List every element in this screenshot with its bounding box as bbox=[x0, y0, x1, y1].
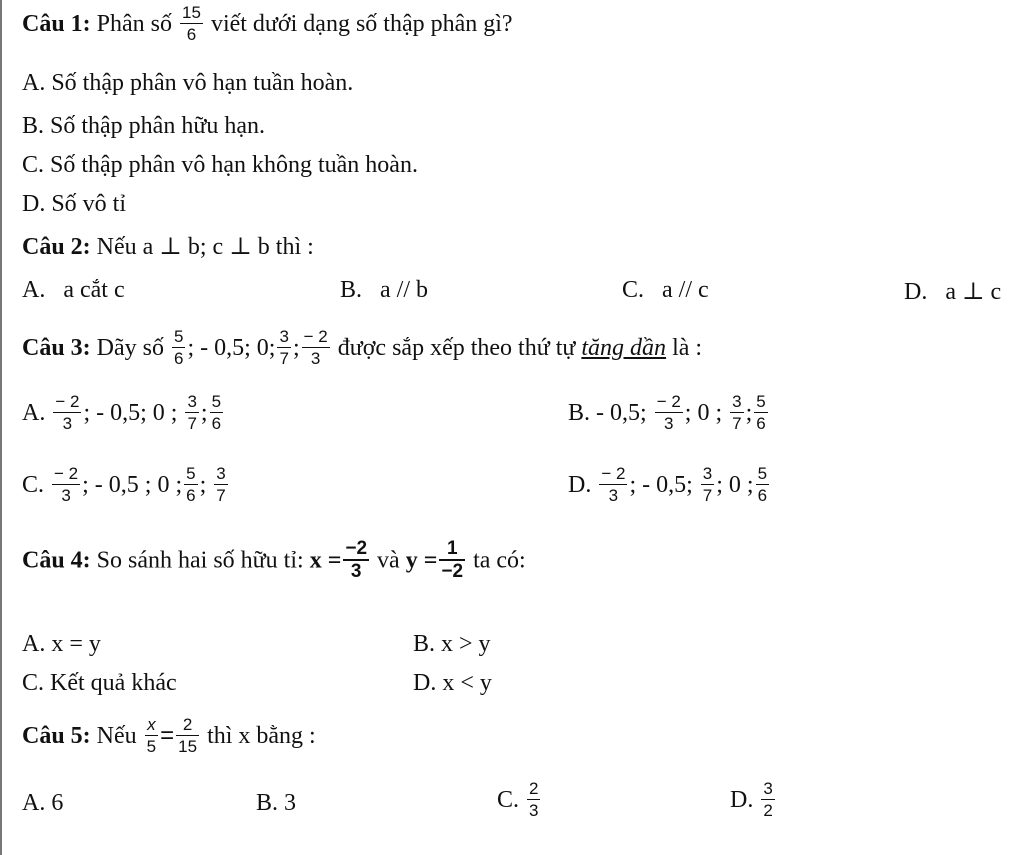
q3-option-d[interactable] bbox=[568, 465, 771, 508]
denominator: 2 bbox=[763, 801, 773, 820]
question-3-post: được sắp xếp theo thứ tự bbox=[337, 335, 576, 362]
numerator: 5 bbox=[174, 327, 184, 346]
q2-option-b[interactable]: B. a // b bbox=[340, 277, 428, 303]
question-5 bbox=[22, 716, 316, 759]
option-label: B. bbox=[568, 400, 591, 427]
denominator: 6 bbox=[186, 486, 196, 505]
fraction bbox=[277, 326, 290, 369]
question-4-label: Câu 4: bbox=[22, 547, 91, 574]
numerator: 5 bbox=[211, 392, 222, 411]
q4-option-c[interactable]: C. Kết quả khác bbox=[22, 670, 177, 696]
q2-option-c[interactable]: C. a // c bbox=[622, 277, 709, 303]
fraction bbox=[52, 463, 80, 506]
denominator: −2 bbox=[441, 561, 464, 582]
q1-option-c[interactable]: C. Số thập phân vô hạn không tuần hoàn. bbox=[22, 152, 418, 178]
sequence-text: ; - 0,5; 0; bbox=[187, 335, 276, 362]
fraction bbox=[210, 391, 223, 434]
emphasis-text: tăng dần bbox=[581, 335, 667, 362]
question-4-post: ta có: bbox=[473, 547, 526, 574]
question-1-pre: Phân số bbox=[96, 11, 173, 38]
question-5-label: Câu 5: bbox=[22, 723, 91, 750]
fraction bbox=[53, 391, 81, 434]
fraction-y bbox=[439, 538, 465, 582]
numerator: − 2 bbox=[656, 392, 681, 411]
fraction-x bbox=[343, 538, 369, 582]
question-4-pre: So sánh hai số hữu tỉ: bbox=[96, 547, 304, 574]
denominator: 6 bbox=[756, 414, 766, 433]
q5-option-b[interactable]: B. 3 bbox=[256, 790, 297, 816]
numerator: 2 bbox=[176, 714, 199, 736]
denominator: 7 bbox=[216, 486, 226, 505]
q4-option-b[interactable]: B. x > y bbox=[413, 631, 491, 657]
denominator: 6 bbox=[174, 349, 184, 368]
q4-option-a[interactable]: A. x = y bbox=[22, 631, 101, 657]
denominator: 5 bbox=[146, 737, 157, 756]
denominator: 3 bbox=[61, 486, 71, 505]
numerator: 5 bbox=[756, 392, 766, 411]
separator: ; bbox=[292, 335, 300, 362]
numerator: 3 bbox=[702, 464, 713, 483]
question-1 bbox=[22, 4, 513, 47]
fraction bbox=[599, 463, 627, 506]
denominator: 7 bbox=[187, 414, 197, 433]
page-left-border bbox=[0, 0, 2, 855]
numerator: 3 bbox=[732, 392, 742, 411]
q5-option-c[interactable] bbox=[497, 780, 542, 823]
denominator: 7 bbox=[702, 486, 713, 505]
question-1-label: Câu 1: bbox=[22, 11, 91, 38]
question-1-post: viết dưới dạng số thập phân gì? bbox=[210, 11, 513, 38]
q2-option-a[interactable]: A. a cắt c bbox=[22, 277, 125, 303]
numerator: x bbox=[145, 714, 158, 736]
denominator: 6 bbox=[186, 25, 197, 44]
fraction bbox=[214, 463, 227, 506]
question-2 bbox=[22, 232, 314, 261]
option-text: - 0,5; bbox=[596, 400, 647, 427]
denominator: 3 bbox=[310, 349, 321, 368]
fraction bbox=[172, 326, 185, 369]
numerator: − 2 bbox=[601, 464, 626, 483]
numerator: 3 bbox=[279, 327, 289, 346]
question-5-post: thì x bằng : bbox=[207, 723, 316, 750]
fraction bbox=[756, 463, 769, 506]
q3-option-a[interactable] bbox=[22, 393, 225, 436]
numerator: 15 bbox=[182, 3, 201, 22]
q2-option-d[interactable]: D. a ⊥ c bbox=[904, 279, 1002, 305]
numerator: 3 bbox=[216, 464, 226, 483]
denominator: 6 bbox=[757, 486, 768, 505]
q1-option-d[interactable]: D. Số vô tỉ bbox=[22, 191, 127, 217]
option-label: A. bbox=[22, 400, 46, 427]
question-3-end: là : bbox=[672, 335, 703, 362]
fraction-15-6 bbox=[180, 2, 203, 45]
q1-option-b[interactable]: B. Số thập phân hữu hạn. bbox=[22, 113, 265, 139]
numerator: 3 bbox=[187, 392, 197, 411]
option-label: C. bbox=[22, 472, 45, 499]
question-4 bbox=[22, 540, 526, 584]
denominator: 3 bbox=[529, 801, 539, 820]
numerator: − 2 bbox=[303, 327, 328, 346]
fraction bbox=[527, 778, 540, 821]
option-text: ; 0 ; bbox=[684, 400, 723, 427]
numerator: 5 bbox=[186, 464, 196, 483]
denominator: 7 bbox=[732, 414, 742, 433]
option-text: ; bbox=[199, 472, 207, 499]
question-5-pre: Nếu bbox=[96, 723, 137, 750]
numerator: 1 bbox=[439, 538, 465, 561]
option-text: ; - 0,5; bbox=[629, 472, 693, 499]
option-text: ; 0 ; bbox=[716, 472, 754, 499]
q5-option-d[interactable] bbox=[730, 780, 777, 823]
fraction bbox=[176, 714, 199, 757]
option-text: ; - 0,5; 0 ; bbox=[83, 400, 178, 427]
question-3-pre: Dãy số bbox=[96, 335, 164, 362]
fraction bbox=[655, 391, 683, 434]
option-text: ; - 0,5 ; 0 ; bbox=[82, 472, 183, 499]
numerator: 2 bbox=[529, 779, 539, 798]
option-label: D. bbox=[730, 787, 754, 814]
fraction bbox=[754, 391, 767, 434]
option-text: ; bbox=[745, 400, 753, 427]
q3-option-b[interactable] bbox=[568, 393, 770, 436]
denominator: 15 bbox=[178, 737, 198, 756]
question-2-label: Câu 2: bbox=[22, 234, 91, 260]
numerator: 5 bbox=[757, 464, 768, 483]
q5-option-a[interactable]: A. 6 bbox=[22, 790, 64, 816]
numerator: 3 bbox=[763, 779, 773, 798]
numerator: − 2 bbox=[55, 392, 80, 411]
q3-option-c[interactable] bbox=[22, 465, 230, 508]
q4-option-d[interactable]: D. x < y bbox=[413, 670, 492, 696]
variable-y: y = bbox=[405, 547, 438, 574]
option-label: C. bbox=[497, 787, 520, 814]
question-2-text: Nếu a ⊥ b; c ⊥ b thì : bbox=[96, 234, 314, 260]
option-text: ; bbox=[200, 400, 208, 427]
question-3-label: Câu 3: bbox=[22, 335, 91, 362]
fraction bbox=[145, 714, 158, 757]
fraction bbox=[701, 463, 714, 506]
fraction bbox=[730, 391, 743, 434]
option-label: D. bbox=[568, 472, 592, 499]
denominator: 7 bbox=[279, 349, 289, 368]
fraction bbox=[185, 391, 198, 434]
fraction bbox=[184, 463, 197, 506]
numerator: −2 bbox=[345, 538, 368, 559]
variable-x: x = bbox=[309, 547, 342, 574]
denominator: 3 bbox=[608, 486, 619, 505]
fraction bbox=[761, 778, 774, 821]
conjunction: và bbox=[377, 547, 400, 574]
numerator: − 2 bbox=[54, 464, 79, 483]
denominator: 3 bbox=[350, 561, 362, 582]
q1-option-a[interactable]: A. Số thập phân vô hạn tuần hoàn. bbox=[22, 70, 354, 96]
equals-sign: = bbox=[160, 722, 175, 750]
fraction bbox=[302, 326, 330, 369]
denominator: 6 bbox=[211, 414, 222, 433]
denominator: 3 bbox=[62, 414, 73, 433]
question-3 bbox=[22, 328, 702, 371]
denominator: 3 bbox=[664, 414, 674, 433]
